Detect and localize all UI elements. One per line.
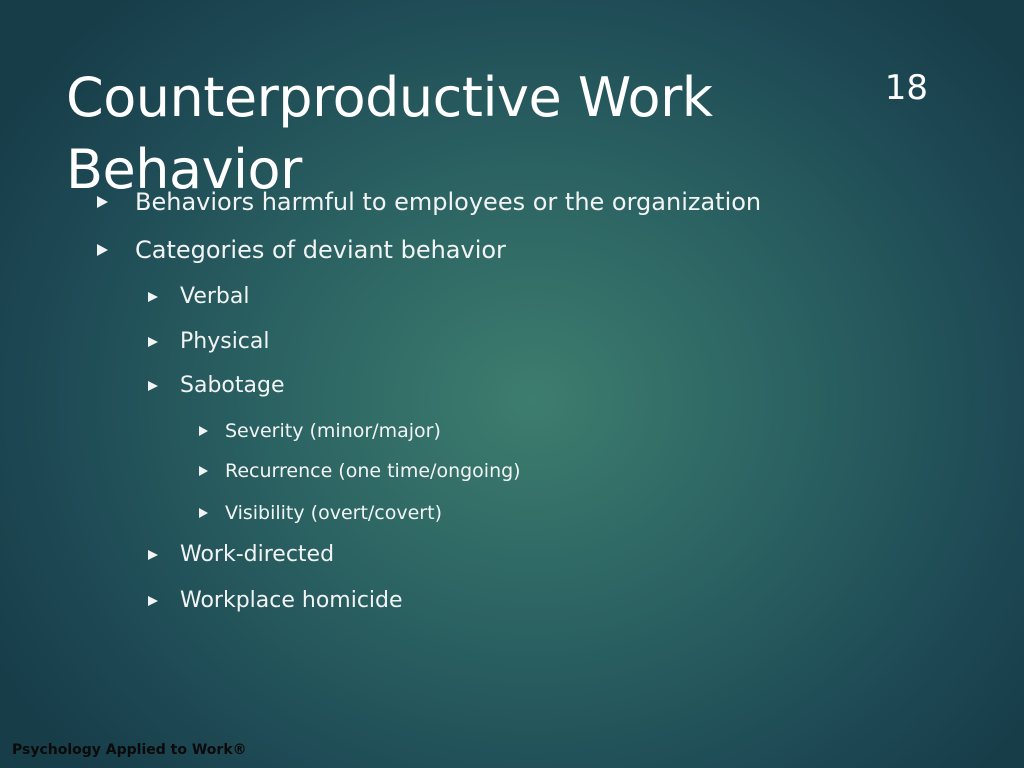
bullet-item — [225, 460, 521, 482]
bullet-text: Verbal — [180, 284, 250, 309]
bullet-arrow-icon — [148, 292, 158, 302]
footer-text: Psychology Applied to Work® — [12, 742, 247, 758]
bullet-text: Categories of deviant behavior — [135, 236, 506, 264]
bullet-arrow-icon — [148, 381, 158, 391]
bullet-item — [135, 236, 506, 264]
bullet-item — [180, 329, 270, 354]
bullet-text: Recurrence (one time/ongoing) — [225, 460, 521, 482]
bullet-arrow-icon — [199, 466, 208, 476]
bullet-text: Behaviors harmful to employees or the organization — [135, 188, 762, 216]
bullet-item — [180, 284, 249, 309]
bullet-item — [180, 588, 403, 613]
bullet-arrow-icon — [97, 244, 108, 256]
bullet-text: Severity (minor/major) — [225, 420, 441, 442]
bullet-arrow-icon — [97, 196, 108, 208]
slide-title: Counterproductive Work Behavior — [66, 66, 713, 201]
bullet-item — [135, 188, 761, 216]
bullet-arrow-icon — [148, 596, 158, 606]
bullet-item — [225, 502, 442, 524]
bullet-item — [225, 420, 441, 442]
bullet-arrow-icon — [199, 508, 208, 518]
bullet-item — [180, 373, 284, 398]
bullet-text: Physical — [180, 329, 270, 354]
bullet-arrow-icon — [199, 426, 208, 436]
bullet-item — [180, 542, 334, 567]
bullet-arrow-icon — [148, 550, 158, 560]
bullet-arrow-icon — [148, 337, 158, 347]
bullet-text: Visibility (overt/covert) — [225, 502, 442, 524]
slide-number: 18 — [884, 68, 928, 108]
bullet-text: Workplace homicide — [180, 588, 403, 613]
bullet-text: Work-directed — [180, 542, 335, 567]
bullet-text: Sabotage — [180, 373, 285, 398]
